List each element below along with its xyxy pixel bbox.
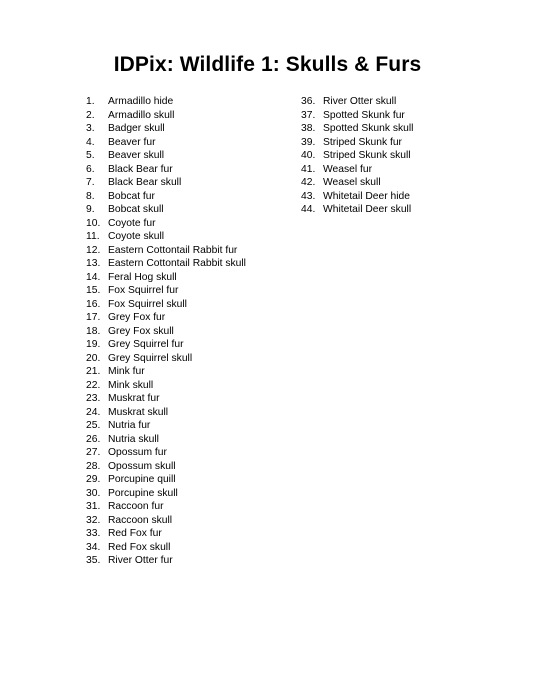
item-list-right: [301, 95, 413, 217]
list-item-number: 10.: [86, 217, 101, 229]
list-item-label: Coyote fur: [108, 217, 156, 229]
list-item-label: Grey Fox skull: [108, 325, 174, 337]
list-item-number: 38.: [301, 123, 316, 134]
list-item: [86, 554, 246, 568]
list-item-label: River Otter skull: [323, 96, 397, 107]
list-item-label: Mink fur: [108, 366, 145, 377]
list-item: [86, 271, 246, 285]
list-item: [86, 244, 246, 258]
list-item-label: Grey Squirrel fur: [108, 339, 184, 350]
list-item-number: 30.: [86, 487, 101, 499]
list-item: [301, 109, 413, 123]
list-item-label: Spotted Skunk fur: [323, 109, 405, 121]
list-item: [86, 527, 246, 541]
list-item-number: 16.: [86, 298, 101, 310]
list-item: [86, 406, 246, 420]
list-item: [86, 149, 246, 163]
list-item-number: 15.: [86, 285, 101, 296]
list-item-number: 21.: [86, 366, 101, 377]
list-item: [86, 284, 246, 298]
list-item-label: Grey Fox fur: [108, 312, 166, 323]
list-item: [86, 311, 246, 325]
list-item-number: 43.: [301, 190, 316, 202]
list-item-label: Striped Skunk skull: [323, 150, 411, 161]
list-item-number: 20.: [86, 352, 101, 364]
list-item-label: Eastern Cottontail Rabbit skull: [108, 258, 246, 269]
list-item-number: 36.: [301, 96, 316, 107]
list-item: [301, 136, 413, 150]
list-item-label: Fox Squirrel skull: [108, 298, 187, 310]
list-item-label: Bobcat skull: [108, 204, 164, 215]
list-item-label: Weasel fur: [323, 163, 373, 175]
list-item-label: Raccoon skull: [108, 514, 173, 526]
list-item: [301, 203, 413, 217]
list-item-number: 7.: [86, 177, 95, 188]
list-item-label: Beaver fur: [108, 136, 156, 148]
list-item: [86, 176, 246, 190]
list-item-label: Striped Skunk fur: [323, 136, 402, 148]
list-item-label: Nutria fur: [108, 420, 151, 431]
list-item: [86, 298, 246, 312]
list-item-number: 28.: [86, 460, 101, 472]
list-item: [86, 136, 246, 150]
list-item-number: 6.: [86, 163, 95, 175]
list-item-number: 2.: [86, 109, 95, 121]
list-item: [86, 203, 246, 217]
list-item-label: Raccoon fur: [108, 501, 164, 512]
list-item-number: 18.: [86, 325, 101, 337]
list-item-number: 31.: [86, 501, 101, 512]
list-item-number: 44.: [301, 204, 316, 215]
list-item-label: Opossum fur: [108, 447, 167, 458]
list-item-number: 11.: [86, 231, 100, 242]
list-item: [301, 95, 413, 109]
list-item: [86, 217, 246, 231]
list-item-label: Mink skull: [108, 379, 154, 391]
list-item-number: 29.: [86, 474, 101, 485]
list-item-number: 32.: [86, 514, 101, 526]
list-item-label: Eastern Cottontail Rabbit fur: [108, 244, 238, 256]
list-item-number: 40.: [301, 150, 316, 161]
list-item-label: Black Bear skull: [108, 177, 182, 188]
list-item-number: 27.: [86, 447, 101, 458]
list-item-number: 22.: [86, 379, 101, 391]
list-item-number: 3.: [86, 123, 95, 134]
list-item-label: Porcupine skull: [108, 487, 178, 499]
list-item-number: 13.: [86, 258, 101, 269]
list-item-label: Armadillo hide: [108, 96, 174, 107]
list-item: [86, 109, 246, 123]
list-item: [301, 149, 413, 163]
list-item-number: 26.: [86, 433, 101, 445]
list-item-number: 24.: [86, 406, 101, 418]
list-item-label: Badger skull: [108, 123, 165, 134]
list-item-number: 1.: [86, 96, 95, 107]
list-item: [301, 176, 413, 190]
list-item: [86, 500, 246, 514]
list-item-number: 33.: [86, 528, 101, 539]
list-item: [86, 95, 246, 109]
list-item: [301, 122, 413, 136]
list-item-label: Beaver skull: [108, 150, 165, 161]
list-item: [86, 514, 246, 528]
page-title: IDPix: Wildlife 1: Skulls & Furs: [113, 53, 422, 76]
list-item: [86, 338, 246, 352]
list-item-number: 37.: [301, 109, 316, 121]
list-item: [86, 433, 246, 447]
list-item: [86, 122, 246, 136]
list-item: [86, 487, 246, 501]
list-item-number: 4.: [86, 136, 95, 148]
list-item-label: River Otter fur: [108, 555, 173, 566]
item-list-left: [86, 95, 246, 568]
list-item: [86, 230, 246, 244]
list-item-label: Coyote skull: [108, 231, 165, 242]
list-item: [86, 446, 246, 460]
list-item-label: Red Fox fur: [108, 528, 162, 539]
list-item-number: 25.: [86, 420, 101, 431]
list-item-number: 39.: [301, 136, 316, 148]
list-item-number: 12.: [86, 244, 101, 256]
list-item-label: Nutria skull: [108, 433, 159, 445]
list-item-number: 17.: [86, 312, 101, 323]
list-item: [86, 163, 246, 177]
list-item-number: 9.: [86, 204, 95, 215]
list-item: [86, 541, 246, 555]
list-item-number: 41.: [301, 163, 316, 175]
list-item-label: Feral Hog skull: [108, 271, 177, 283]
list-item-label: Grey Squirrel skull: [108, 352, 193, 364]
list-item: [86, 257, 246, 271]
list-item-number: 35.: [86, 555, 101, 566]
list-item-label: Red Fox skull: [108, 541, 171, 553]
list-item-label: Whitetail Deer hide: [323, 190, 410, 202]
list-item-label: Spotted Skunk skull: [323, 123, 414, 134]
list-item-label: Whitetail Deer skull: [323, 204, 412, 215]
list-item-number: 23.: [86, 393, 101, 404]
list-item: [86, 379, 246, 393]
list-item: [86, 365, 246, 379]
list-item: [86, 392, 246, 406]
list-item-label: Muskrat fur: [108, 393, 160, 404]
list-item: [301, 163, 413, 177]
list-item-number: 34.: [86, 541, 101, 553]
list-item: [86, 419, 246, 433]
list-item-label: Bobcat fur: [108, 190, 155, 202]
list-item-number: 8.: [86, 190, 95, 202]
list-item-label: Opossum skull: [108, 460, 176, 472]
list-item: [301, 190, 413, 204]
list-item-number: 42.: [301, 177, 316, 188]
list-item: [86, 473, 246, 487]
list-item-label: Porcupine quill: [108, 474, 176, 485]
list-item-label: Muskrat skull: [108, 406, 169, 418]
list-item: [86, 352, 246, 366]
list-item-number: 14.: [86, 271, 101, 283]
list-item: [86, 190, 246, 204]
list-item-label: Fox Squirrel fur: [108, 285, 179, 296]
list-item-label: Weasel skull: [323, 177, 381, 188]
list-item-label: Black Bear fur: [108, 163, 173, 175]
list-item: [86, 460, 246, 474]
list-item-label: Armadillo skull: [108, 109, 175, 121]
list-item: [86, 325, 246, 339]
list-item-number: 5.: [86, 150, 95, 161]
list-item-number: 19.: [86, 339, 101, 350]
